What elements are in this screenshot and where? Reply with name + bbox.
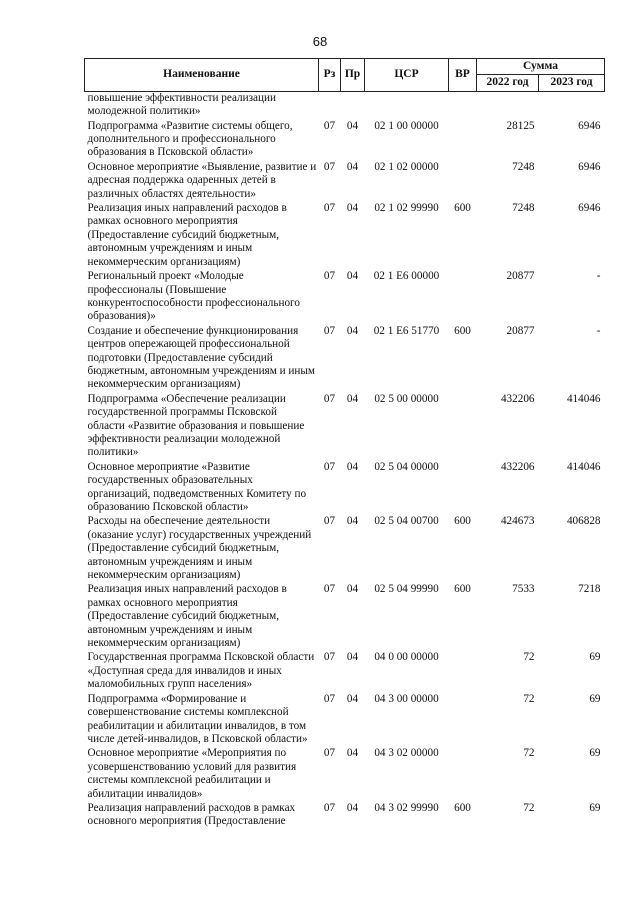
cell-pr: 04	[346, 270, 359, 283]
cell-pr: 04	[346, 801, 359, 814]
cell-sum-2023	[539, 91, 605, 118]
cell-vr: 600	[454, 801, 471, 814]
header-vr: ВР	[449, 59, 477, 92]
cell-sum-2023: 6946	[578, 119, 601, 132]
cell-rz: 07	[323, 583, 336, 596]
cell-pr: 04	[346, 747, 359, 760]
cell-sum-2022: 72	[523, 692, 535, 705]
cell-csr: 04 3 00 00000	[374, 692, 439, 705]
cell-name: Реализация направлений расходов в рамках основного мероприятия (Предоставление	[87, 801, 296, 828]
cell-sum-2023: 414046	[566, 392, 601, 405]
cell-pr: 04	[346, 460, 359, 473]
cell-vr	[449, 746, 477, 801]
cell-sum-2022: 20877	[506, 324, 535, 337]
cell-sum-2022: 7533	[512, 583, 535, 596]
cell-csr: 02 1 00 00000	[374, 119, 439, 132]
table-row	[85, 91, 605, 118]
cell-pr: 04	[346, 392, 359, 405]
cell-name: Основное мероприятие «Развитие государственных образовательных организаций, подведомственных Комитету по образованию Псковской области»	[87, 460, 307, 513]
cell-name: Государственная программа Псковской области «Доступная среда для инвалидов и иных маломобильных групп населения»	[87, 651, 315, 691]
budget-table-container	[84, 58, 604, 829]
cell-vr	[449, 460, 477, 515]
cell-sum-2022: 28125	[506, 119, 535, 132]
cell-rz: 07	[323, 324, 336, 337]
header-year-2023: 2023 год	[539, 75, 605, 91]
table-row	[85, 160, 605, 201]
cell-vr	[449, 650, 477, 691]
cell-sum-2022: 7248	[512, 160, 535, 173]
cell-sum-2023: 69	[589, 747, 601, 760]
header-pr: Пр	[341, 59, 365, 92]
cell-sum-2023: -	[596, 270, 601, 283]
cell-sum-2023: 7218	[578, 583, 601, 596]
table-row	[85, 514, 605, 582]
cell-rz: 07	[323, 270, 336, 283]
cell-csr: 02 1 E6 00000	[373, 270, 440, 283]
cell-pr: 04	[346, 515, 359, 528]
cell-csr: 02 5 04 00000	[374, 460, 439, 473]
cell-rz: 07	[323, 392, 336, 405]
table-body	[85, 91, 605, 828]
cell-sum-2022: 424673	[500, 515, 535, 528]
table-row	[85, 269, 605, 324]
cell-csr: 02 1 E6 51770	[373, 324, 440, 337]
cell-vr	[449, 160, 477, 201]
cell-rz: 07	[323, 460, 336, 473]
cell-name: Подпрограмма «Развитие системы общего, дополнительного и профессионального образования в Псковской области»	[87, 119, 293, 159]
cell-rz: 07	[323, 160, 336, 173]
cell-name: Реализация иных направлений расходов в рамках основного мероприятия (Предоставление субсидий бюджетным, автономным учреждениям и иным некоммерческим организациям)	[87, 583, 287, 650]
table-row	[85, 692, 605, 747]
cell-vr	[449, 91, 477, 118]
cell-csr: 02 1 02 99990	[374, 202, 439, 215]
table-row	[85, 746, 605, 801]
cell-sum-2022: 432206	[500, 460, 535, 473]
cell-vr: 600	[454, 583, 471, 596]
table-header	[85, 59, 605, 92]
table-row	[85, 650, 605, 691]
cell-sum-2022: 20877	[506, 270, 535, 283]
cell-vr: 600	[454, 202, 471, 215]
table-row	[85, 801, 605, 829]
cell-name: Расходы на обеспечение деятельности (оказание услуг) государственных учреждений (Предоставление субсидий бюджетным, автономным учреждениям и иным некоммерческим организациям)	[87, 515, 312, 582]
cell-rz: 07	[323, 202, 336, 215]
header-name: Наименование	[85, 59, 319, 92]
table-row	[85, 460, 605, 515]
cell-csr: 04 3 02 99990	[374, 801, 439, 814]
cell-rz: 07	[323, 515, 336, 528]
cell-name: Подпрограмма «Обеспечение реализации государственной программы Псковской области «Развитие образования и повышение эффективности реализации молодежной политики»	[87, 392, 305, 459]
cell-name: Создание и обеспечение функционирования центров опережающей профессиональной подготовки (Предоставление субсидий бюджетным, автономным учреждениям и иным некоммерческим организациям)	[87, 324, 315, 391]
cell-name: Региональный проект «Молодые профессионалы (Повышение конкурентоспособности профессионального образования)»	[87, 270, 300, 323]
cell-sum-2023: 406828	[566, 515, 601, 528]
cell-pr: 04	[346, 692, 359, 705]
cell-pr: 04	[346, 160, 359, 173]
cell-sum-2022: 432206	[500, 392, 535, 405]
budget-table	[84, 58, 605, 829]
cell-csr: 04 3 02 00000	[374, 747, 439, 760]
cell-csr: 02 5 04 99990	[374, 583, 439, 596]
cell-name: Реализация иных направлений расходов в рамках основного мероприятия (Предоставление субсидий бюджетным, автономным учреждениям и иным некоммерческим организациям)	[87, 202, 287, 268]
cell-rz: 07	[323, 692, 336, 705]
cell-rz	[319, 91, 341, 118]
cell-name: Подпрограмма «Формирование и совершенствование системы комплексной реабилитации и абилитации инвалидов, в том числе детей-инвалидов, в Псковской области»	[87, 692, 308, 745]
table-row	[85, 392, 605, 460]
table-row	[85, 201, 605, 269]
cell-pr: 04	[346, 651, 359, 664]
cell-sum-2023: 69	[589, 801, 601, 814]
cell-sum-2023: -	[596, 324, 601, 337]
cell-vr: 600	[454, 515, 471, 528]
cell-pr	[341, 91, 365, 118]
cell-pr: 04	[346, 324, 359, 337]
cell-pr: 04	[346, 583, 359, 596]
cell-sum-2022	[477, 91, 539, 118]
cell-sum-2022: 72	[523, 651, 535, 664]
cell-sum-2022: 72	[523, 801, 535, 814]
cell-sum-2022: 72	[523, 747, 535, 760]
cell-vr: 600	[454, 324, 471, 337]
cell-name: повышение эффективности реализации молодежной политики»	[87, 91, 276, 118]
cell-sum-2023: 6946	[578, 202, 601, 215]
cell-pr: 04	[346, 119, 359, 132]
table-row	[85, 119, 605, 160]
cell-rz: 07	[323, 747, 336, 760]
cell-sum-2023: 6946	[578, 160, 601, 173]
cell-vr	[449, 392, 477, 460]
cell-vr	[449, 692, 477, 747]
cell-rz: 07	[323, 119, 336, 132]
cell-sum-2023: 69	[589, 692, 601, 705]
cell-sum-2023: 414046	[566, 460, 601, 473]
header-csr: ЦСР	[365, 59, 449, 92]
cell-sum-2023: 69	[589, 651, 601, 664]
cell-csr: 02 5 00 00000	[374, 392, 439, 405]
cell-csr	[365, 91, 449, 118]
cell-rz: 07	[323, 651, 336, 664]
table-row	[85, 324, 605, 392]
cell-rz: 07	[323, 801, 336, 814]
cell-vr	[449, 119, 477, 160]
table-row	[85, 582, 605, 650]
cell-csr: 02 1 02 00000	[374, 160, 439, 173]
page-number: 68	[312, 34, 328, 49]
cell-vr	[449, 269, 477, 324]
cell-pr: 04	[346, 202, 359, 215]
cell-csr: 04 0 00 00000	[374, 651, 439, 664]
header-year-2022: 2022 год	[477, 75, 539, 91]
cell-sum-2022: 7248	[512, 202, 535, 215]
cell-csr: 02 5 04 00700	[374, 515, 439, 528]
header-rz: Рз	[319, 59, 341, 92]
header-sum: Сумма	[477, 59, 605, 75]
cell-name: Основное мероприятие «Мероприятия по усовершенствованию условий для развития системы комплексной реабилитации и абилитации инвалидов»	[87, 747, 297, 800]
cell-name: Основное мероприятие «Выявление, развитие и адресная поддержка одаренных детей в различных областях деятельности»	[87, 160, 317, 200]
